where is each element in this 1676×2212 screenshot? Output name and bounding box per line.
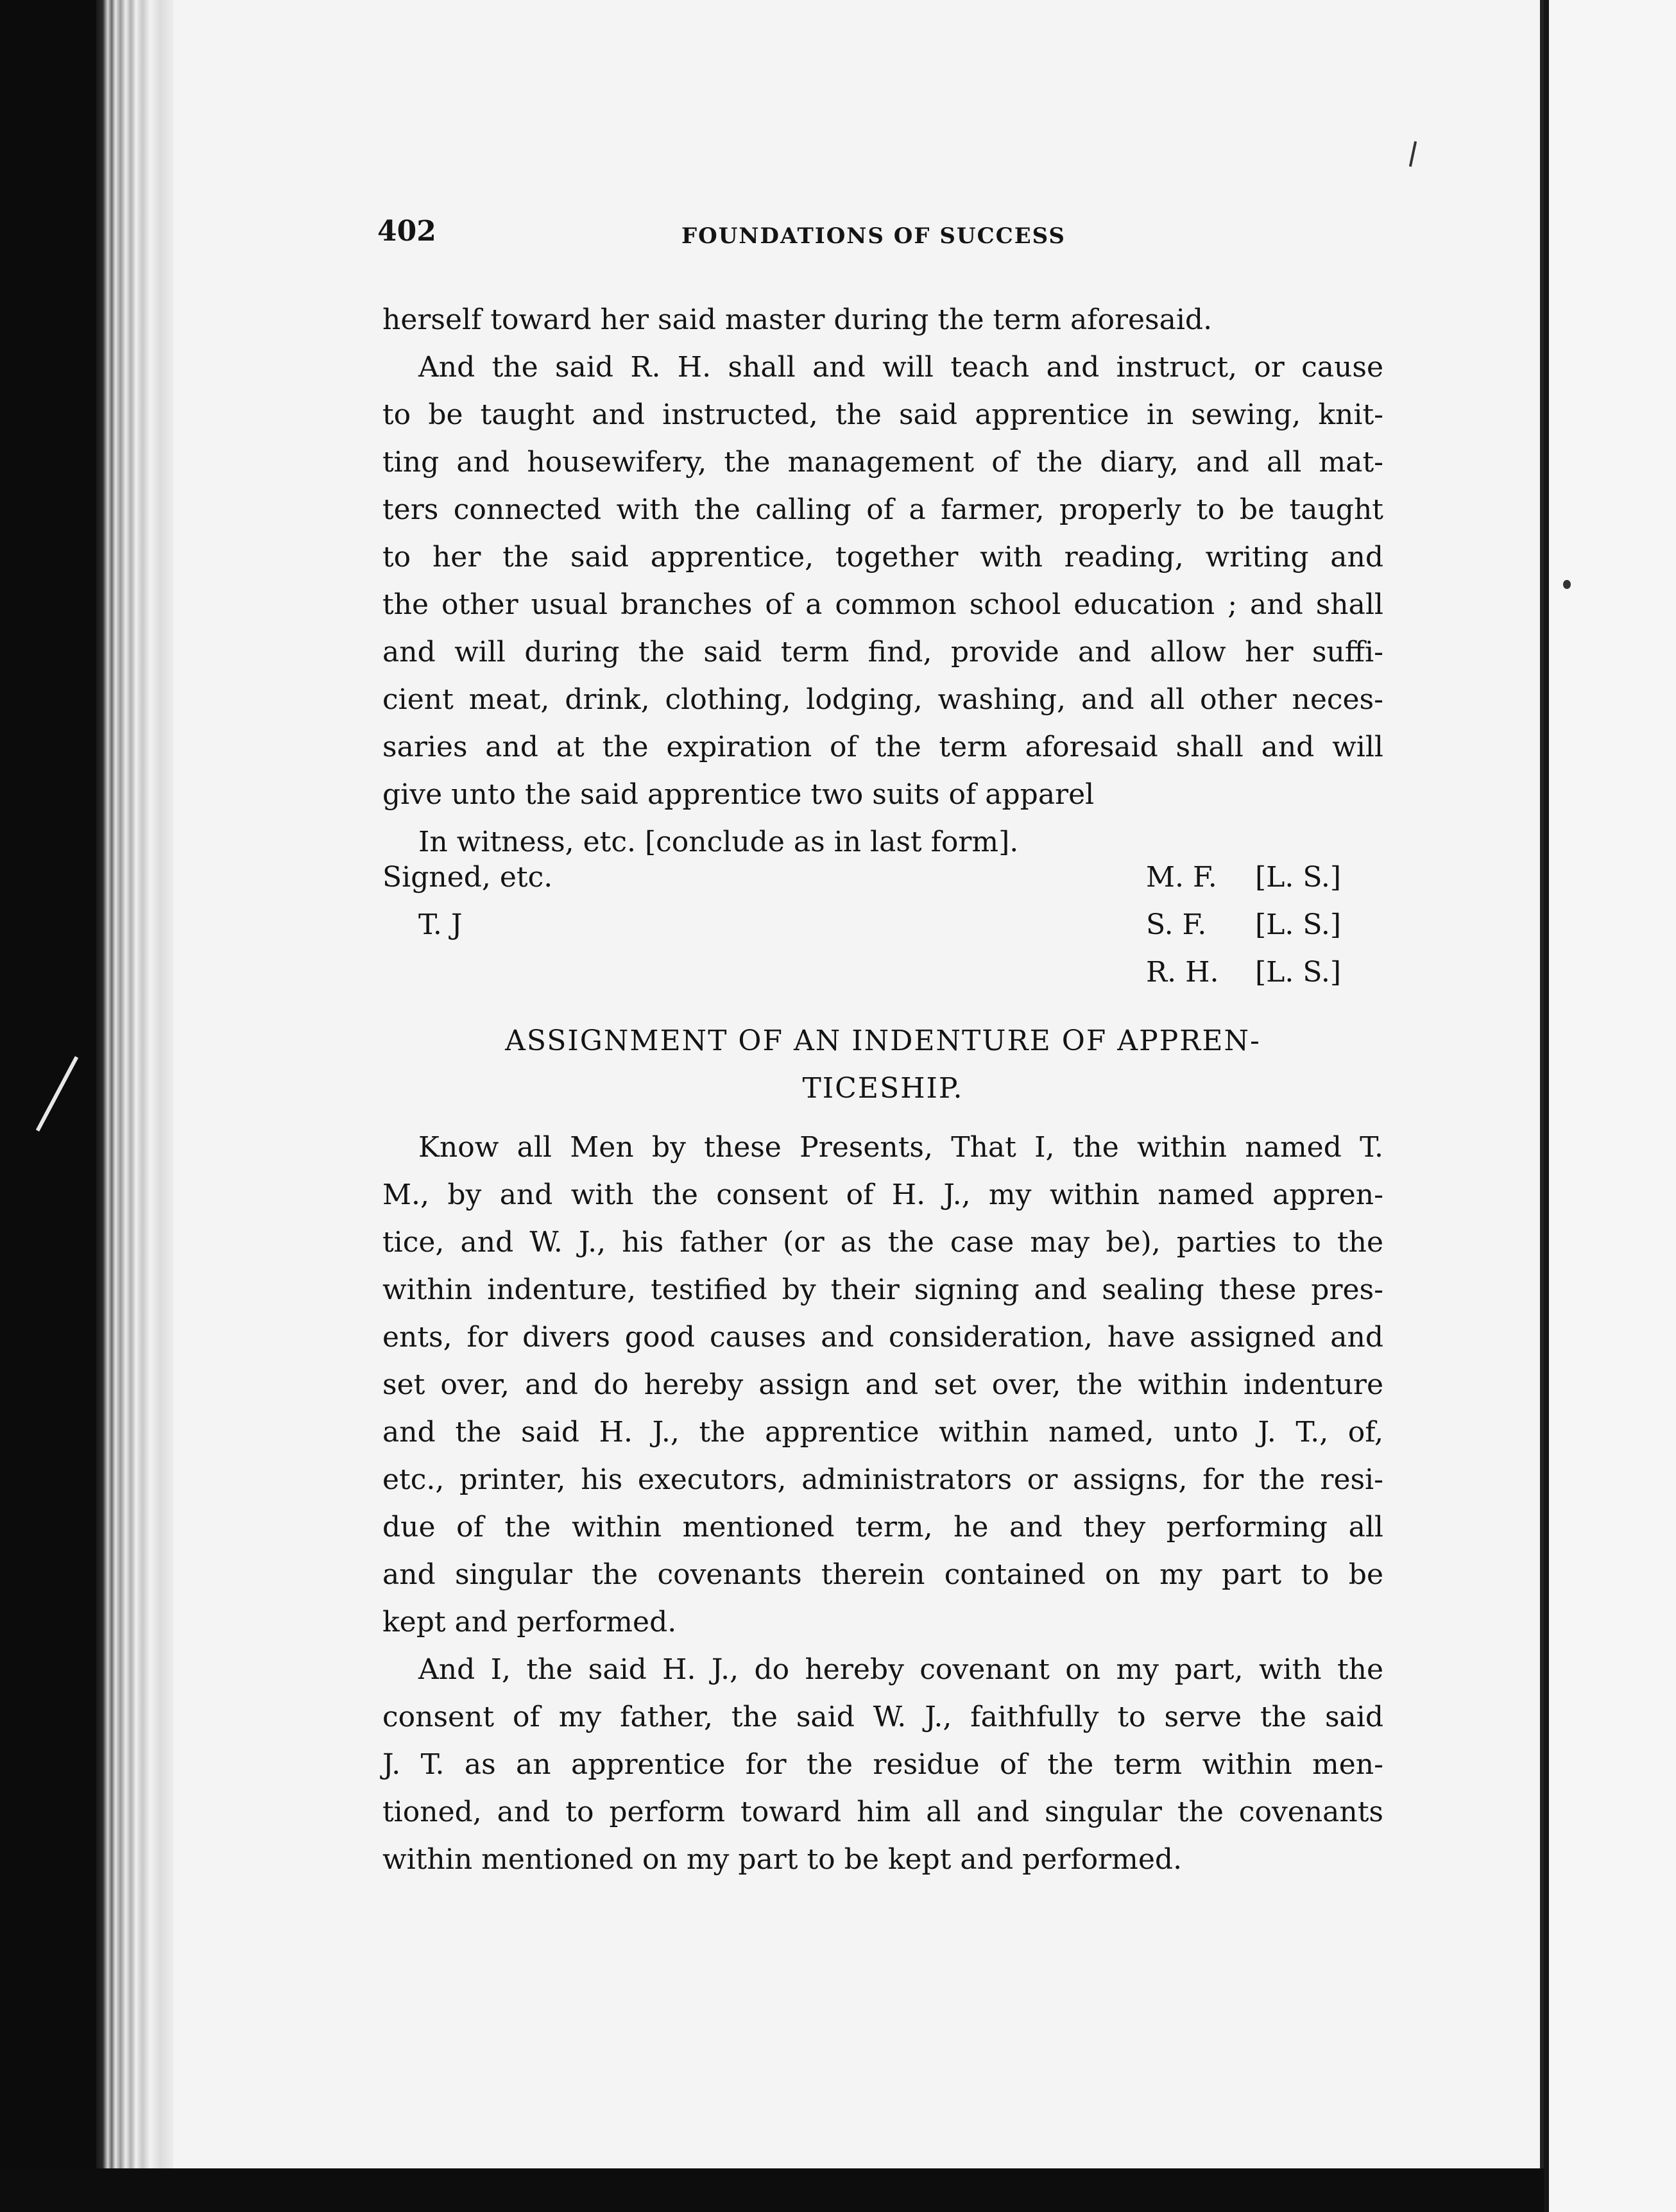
signatory-name: R. H. <box>1146 956 1219 989</box>
text-line: saries and at the expiration of the term aforesaid shall and will <box>382 731 1383 763</box>
text-line: give unto the said apprentice two suits of apparel <box>382 778 1095 811</box>
text-line: cient meat, drink, clothing, lodging, washing, and all other neces- <box>382 683 1383 716</box>
text-line: kept and performed. <box>382 1606 677 1638</box>
text-line: In witness, etc. [conclude as in last form]. <box>418 826 1019 858</box>
heading-line-1: ASSIGNMENT OF AN INDENTURE OF APPREN- <box>505 1025 1261 1057</box>
paragraph-block-1 <box>382 296 1383 866</box>
text-line: ting and housewifery, the management of the diary, and all mat- <box>382 446 1383 479</box>
text-line: within indenture, testified by their signing and sealing these pres- <box>382 1273 1383 1306</box>
text-line: And I, the said H. J., do hereby covenant on my part, with the <box>418 1653 1383 1686</box>
text-line: And the said R. H. shall and will teach and instruct, or cause <box>418 351 1383 384</box>
text-line: and the said H. J., the apprentice within named, unto J. T., of, <box>382 1416 1383 1449</box>
text-line: M., by and with the consent of H. J., my within named appren- <box>382 1178 1383 1211</box>
text-line: within mentioned on my part to be kept and performed. <box>382 1843 1183 1876</box>
text-line: J. T. as an apprentice for the residue of the term within men- <box>382 1748 1383 1781</box>
text-line: Know all Men by these Presents, That I, the within named T. <box>418 1131 1383 1164</box>
signed-label: Signed, etc. <box>382 861 553 894</box>
seal-mark: [L. S.] <box>1255 908 1342 941</box>
text-line: tioned, and to perform toward him all and singular the covenants <box>382 1796 1383 1828</box>
text-line: and singular the covenants therein contained on my part to be <box>382 1558 1383 1591</box>
text-line: ters connected with the calling of a farmer, properly to be taught <box>382 493 1383 526</box>
facing-page-edge <box>1544 0 1676 2212</box>
text-line: the other usual branches of a common school education ; and shall <box>382 588 1383 621</box>
text-line: consent of my father, the said W. J., faithfully to serve the said <box>382 1701 1383 1733</box>
heading-line-2: TICESHIP. <box>802 1072 964 1105</box>
text-line: and will during the said term find, provide and allow her suffi- <box>382 636 1383 668</box>
text-line: due of the within mentioned term, he and they performing all <box>382 1511 1383 1544</box>
scan-speck <box>36 1056 78 1132</box>
page-number: 402 <box>377 215 436 248</box>
text-line: to her the said apprentice, together with reading, writing and <box>382 541 1383 574</box>
witness-initials: T. J <box>418 908 463 941</box>
section-heading <box>382 1017 1383 1112</box>
book-edge <box>96 0 180 2212</box>
text-line: etc., printer, his executors, administrators or assigns, for the resi- <box>382 1463 1383 1496</box>
seal-mark: [L. S.] <box>1255 956 1342 989</box>
scan-bottom-border <box>0 2168 1544 2212</box>
text-line: tice, and W. J., his father (or as the case may be), parties to the <box>382 1226 1383 1259</box>
text-line: herself toward her said master during the term aforesaid. <box>382 303 1213 336</box>
running-title: FOUNDATIONS OF SUCCESS <box>681 223 1066 249</box>
text-line: ents, for divers good causes and consideration, have assigned and <box>382 1321 1383 1354</box>
paragraph-block-2 <box>382 1124 1383 1884</box>
text-line: to be taught and instructed, the said apprentice in sewing, knit- <box>382 398 1383 431</box>
page-gutter <box>1544 0 1549 2212</box>
scan-speck <box>1563 580 1571 589</box>
text-line: set over, and do hereby assign and set over, the within indenture <box>382 1368 1383 1401</box>
signatory-name: S. F. <box>1146 908 1207 941</box>
seal-mark: [L. S.] <box>1255 861 1342 894</box>
signatory-name: M. F. <box>1146 861 1217 894</box>
